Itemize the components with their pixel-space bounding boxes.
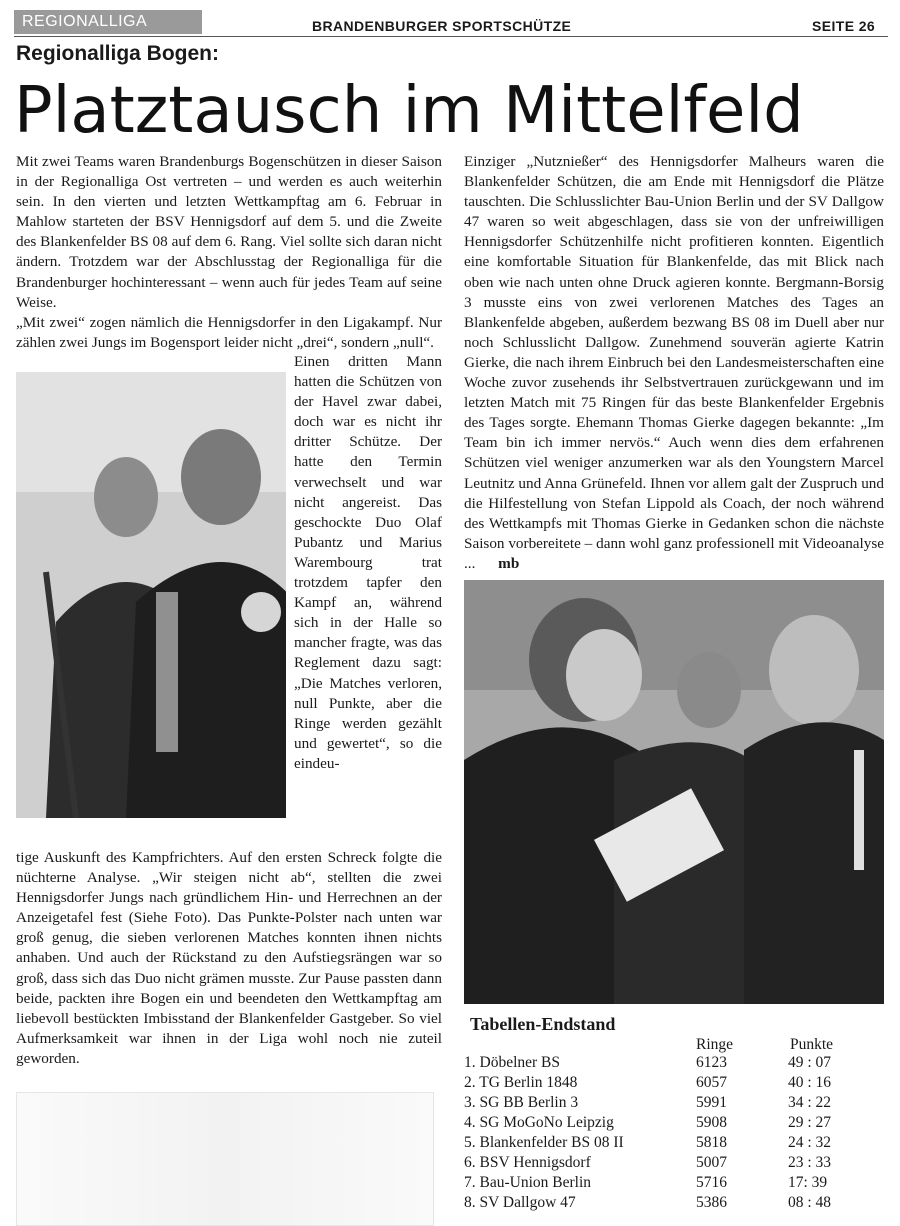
header-divider <box>14 36 888 37</box>
article-right-column <box>464 152 884 574</box>
photo-illustration <box>464 580 884 1004</box>
article-left-column-narrow <box>294 352 442 774</box>
standings-punkte: 40 : 16 <box>788 1074 832 1091</box>
standings-team: 8. SV Dallgow 47 <box>464 1194 576 1211</box>
article-right-text: Einziger „Nutznießer“ des Hennigsdorfer Malheurs waren die Blankenfelder Schützen, die am Ende mit Hennigsdorf die Plätze tauschten. Die Schlusslichter Bau-Union Berlin und der SV Dallgow 47 waren so weit abgeschlagen, dass sie von der unfreiwilligen Hennigsdorfer Schützenhilfe nicht profitieren konnten. Eigentlich eine komfortable Situation für Blankenfelde, das mit Blick nach oben wie nach unten ohne Druck agieren konnte. Bergmann-Borsig 3 musste eins von zwei verlorenen Matches des Tages an Blankenfelde abgeben, außerdem bezwang BS 08 im Duell aber nur noch Schlusslicht Dallgow. Zunehmend souverän agierte Katrin Gierke, die nach ihrem Einbruch bei den Landesmeisterschaften eine Woche zuvor zusehends ihr Selbstvertrauen zurückgewann und im letzten Match mit 75 Ringen für das beste Blankenfelder Ergebnis des Tages sorgte. Ehemann Thomas Gierke dagegen bekannte: „Im Team bin ich immer nervös.“ Auch wenn dies dem erfahrenen Schützen viel weniger anzumerken war als den Youngstern Marcel Leutnitz und Anna Grünefeld. Ihnen vor allem galt der Zuspruch und die Hilfestellung von Stefan Lippold als Coach, der noch während des Wettkampfs mit Thomas Gierke in Gedanken schon die nächste Saison vorbereitete – dann wohl ganz professionell mit Videoanalyse ... <box>464 153 884 572</box>
standings-punkte: 34 : 22 <box>788 1094 832 1111</box>
standings-table <box>464 1054 884 1214</box>
article-headline: Platztausch im Mittelfeld <box>14 74 804 148</box>
article-left-column-bottom <box>16 848 442 1069</box>
standings-ringe: 5716 <box>696 1174 727 1191</box>
standings-punkte: 24 : 32 <box>788 1134 832 1151</box>
standings-team: 4. SG MoGoNo Leipzig <box>464 1114 614 1131</box>
standings-punkte: 29 : 27 <box>788 1114 832 1131</box>
page-number: SEITE 26 <box>812 18 876 34</box>
standings-punkte: 49 : 07 <box>788 1054 832 1071</box>
article-kicker: Regionalliga Bogen: <box>16 42 220 65</box>
photo-hennigsdorf-archers <box>16 372 286 818</box>
photo-illustration <box>16 372 286 818</box>
standings-ringe: 5386 <box>696 1194 727 1211</box>
standings-team: 7. Bau-Union Berlin <box>464 1174 591 1191</box>
standings-row <box>464 1114 884 1134</box>
standings-row <box>464 1154 884 1174</box>
standings-ringe: 5991 <box>696 1094 727 1111</box>
standings-row <box>464 1094 884 1114</box>
standings-team: 5. Blankenfelder BS 08 II <box>464 1134 624 1151</box>
standings-team: 6. BSV Hennigsdorf <box>464 1154 591 1171</box>
article-paragraph <box>464 152 884 574</box>
standings-ringe: 6123 <box>696 1054 727 1071</box>
standings-ringe: 5007 <box>696 1154 727 1171</box>
standings-punkte: 23 : 33 <box>788 1154 832 1171</box>
standings-row <box>464 1074 884 1094</box>
standings-title: Tabellen-Endstand <box>470 1014 616 1034</box>
article-paragraph: tige Auskunft des Kampfrichters. Auf den ersten Schreck folgte die nüchterne Analyse. „Wir steigen nicht ab“, stellten die zwei Hennigsdorfer Jungs nach gründlichem Hin- und Herrechnen an der Anzeigetafel fest (Siehe Foto). Das Punkte-Polster nach unten war groß genug, die sieben verlorenen Matches konnten ihnen nichts anhaben. Und auch der Rückstand zu den Aufstiegsrängen war so groß, dass sich das Duo nicht grämen musste. Zur Pause passten dann beide, packten ihre Bogen ein und beendeten den Wettkampftag am liebevoll bestückten Imbisstand der Blankenfelder Gastgeber. So viel Aufmerksamkeit war ihnen in der Liga wohl noch nie zuteil geworden. <box>16 849 442 1067</box>
standings-punkte: 17: 39 <box>788 1174 828 1191</box>
standings-row <box>464 1134 884 1154</box>
standings-header-punkte: Punkte <box>790 1036 834 1053</box>
author-initials: mb <box>498 554 520 572</box>
faded-advertisement <box>16 1092 434 1226</box>
standings-team: 3. SG BB Berlin 3 <box>464 1094 579 1111</box>
section-tag: REGIONALLIGA <box>14 10 202 34</box>
standings-team: 2. TG Berlin 1848 <box>464 1074 578 1091</box>
article-left-column-top <box>16 152 442 353</box>
standings-row <box>464 1054 884 1074</box>
publication-name: BRANDENBURGER SPORTSCHÜTZE <box>312 18 572 34</box>
standings-row <box>464 1194 884 1214</box>
standings-row <box>464 1174 884 1194</box>
standings-punkte: 08 : 48 <box>788 1194 832 1211</box>
article-paragraph: Mit zwei Teams waren Brandenburgs Bogenschützen in dieser Saison in der Regionalliga Ost vertreten – und werden es auch weiterhin sein. In den vierten und letzten Wettkampftag am 6. Februar in Mahlow starteten der BSV Hennigsdorf auf dem 5. und die Zweite des Blankenfelder BS 08 auf dem 6. Rang. Viel sollte sich daran nicht ändern. Trotzdem war der Abschlusstag der Regionalliga für die Brandenburger hochinteressant – wenn auch für jedes Team auf seine Weise. <box>16 153 442 311</box>
article-paragraph: Einen dritten Mann hatten die Schützen von der Havel zwar dabei, doch war es nicht ihr dritter Schütze. Der hatte den Termin verwechselt und war nicht angereist. Das geschockte Duo Olaf Pubantz und Marius Warembourg trat trotzdem tapfer den Kampf an, während sich in der Halle so mancher fragte, was das Reglement dazu sagt: „Die Matches verloren, null Punkte, aber die Ringe werden gezählt und gewertet“, so die eindeu- <box>294 353 442 772</box>
article-paragraph: „Mit zwei“ zogen nämlich die Hennigsdorfer in den Ligakampf. Nur zählen zwei Jungs im Bogensport leider nicht „drei“, sondern „null“. <box>16 313 442 351</box>
standings-ringe: 6057 <box>696 1074 727 1091</box>
standings-ringe: 5908 <box>696 1114 727 1131</box>
photo-blankenfelde-team <box>464 580 884 1004</box>
standings-header-ringe: Ringe <box>696 1036 734 1053</box>
standings-team: 1. Döbelner BS <box>464 1054 561 1071</box>
standings-ringe: 5818 <box>696 1134 727 1151</box>
